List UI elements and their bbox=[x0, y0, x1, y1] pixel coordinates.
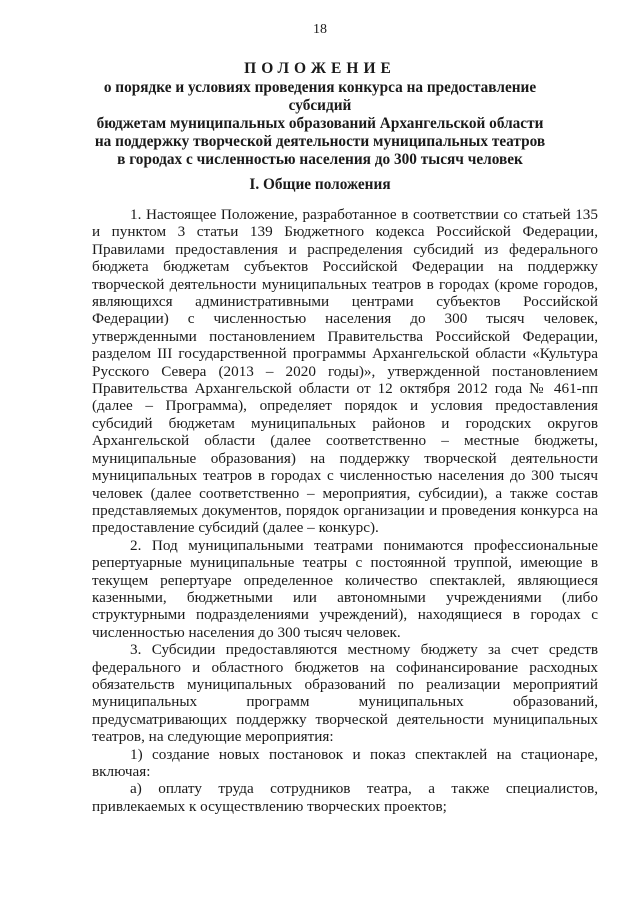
title-line-1: о порядке и условиях проведения конкурса на предоставление субсидий bbox=[103, 79, 537, 114]
paragraph-3: 3. Субсидии предоставляются местному бюджету за счет средств федерального и областного бюджетов на софинансирование расходных обязательств муниципальных образований по реализации мероприятий муниципальных программ муниципальных образований, предусматривающих поддержку творческой деятельности муниципальных театров, на следующие мероприятия: bbox=[92, 641, 598, 746]
page-number: 18 bbox=[313, 22, 327, 37]
paragraph-2: 2. Под муниципальными театрами понимаются профессиональные репертуарные муниципальные театры с постоянной труппой, имеющие в текущем репертуаре определенное количество спектаклей, являющиеся казенными, бюджетными или автономными учреждениями (либо структурными подразделениями учреждений), находящиеся в городах с численностью населения до 300 тысяч человек. bbox=[92, 536, 598, 641]
title-line-2: бюджетам муниципальных образований Архангельской области bbox=[96, 115, 544, 132]
document-body bbox=[92, 206, 598, 815]
section-heading: I. Общие положения bbox=[249, 176, 391, 193]
paragraph-5: а) оплату труда сотрудников театра, а также специалистов, привлекаемых к осуществлению творческих проектов; bbox=[92, 780, 598, 815]
paragraph-4: 1) создание новых постановок и показ спектаклей на стационаре, включая: bbox=[92, 745, 598, 780]
title-line-4: в городах с численностью населения до 300 тысяч человек bbox=[117, 151, 523, 168]
document-title bbox=[80, 60, 560, 169]
title-main: ПОЛОЖЕНИЕ bbox=[244, 60, 396, 77]
paragraph-1: 1. Настоящее Положение, разработанное в соответствии со статьей 135 и пунктом 3 статьи 139 Бюджетного кодекса Российской Федерации, Правилами предоставления и распределения субсидий из федерального бюджета бюджетам субъектов Российской Федерации на поддержку творческой деятельности муниципальных театров в городах (кроме городов, являющихся административными центрами субъектов Российской Федерации) с численностью населения до 300 тысяч человек, утвержденными постановлением Правительства Российской Федерации, разделом III государственной программы Архангельской области «Культура Русского Севера (2013 – 2020 годы)», утвержденной постановлением Правительства Архангельской области от 12 октября 2012 года № 461-пп (далее – Программа), определяет порядок и условия предоставления субсидий бюджетам муниципальных районов и городских округов Архангельской области (далее соответственно – местные бюджеты, муниципальные образования) на поддержку творческой деятельности муниципальных театров в городах с численностью населения до 300 тысяч человек (далее соответственно – мероприятия, субсидии), а также состав представляемых документов, порядок организации и проведения конкурса на предоставление субсидий (далее – конкурс). bbox=[92, 206, 598, 537]
title-line-3: на поддержку творческой деятельности муниципальных театров bbox=[94, 133, 546, 150]
